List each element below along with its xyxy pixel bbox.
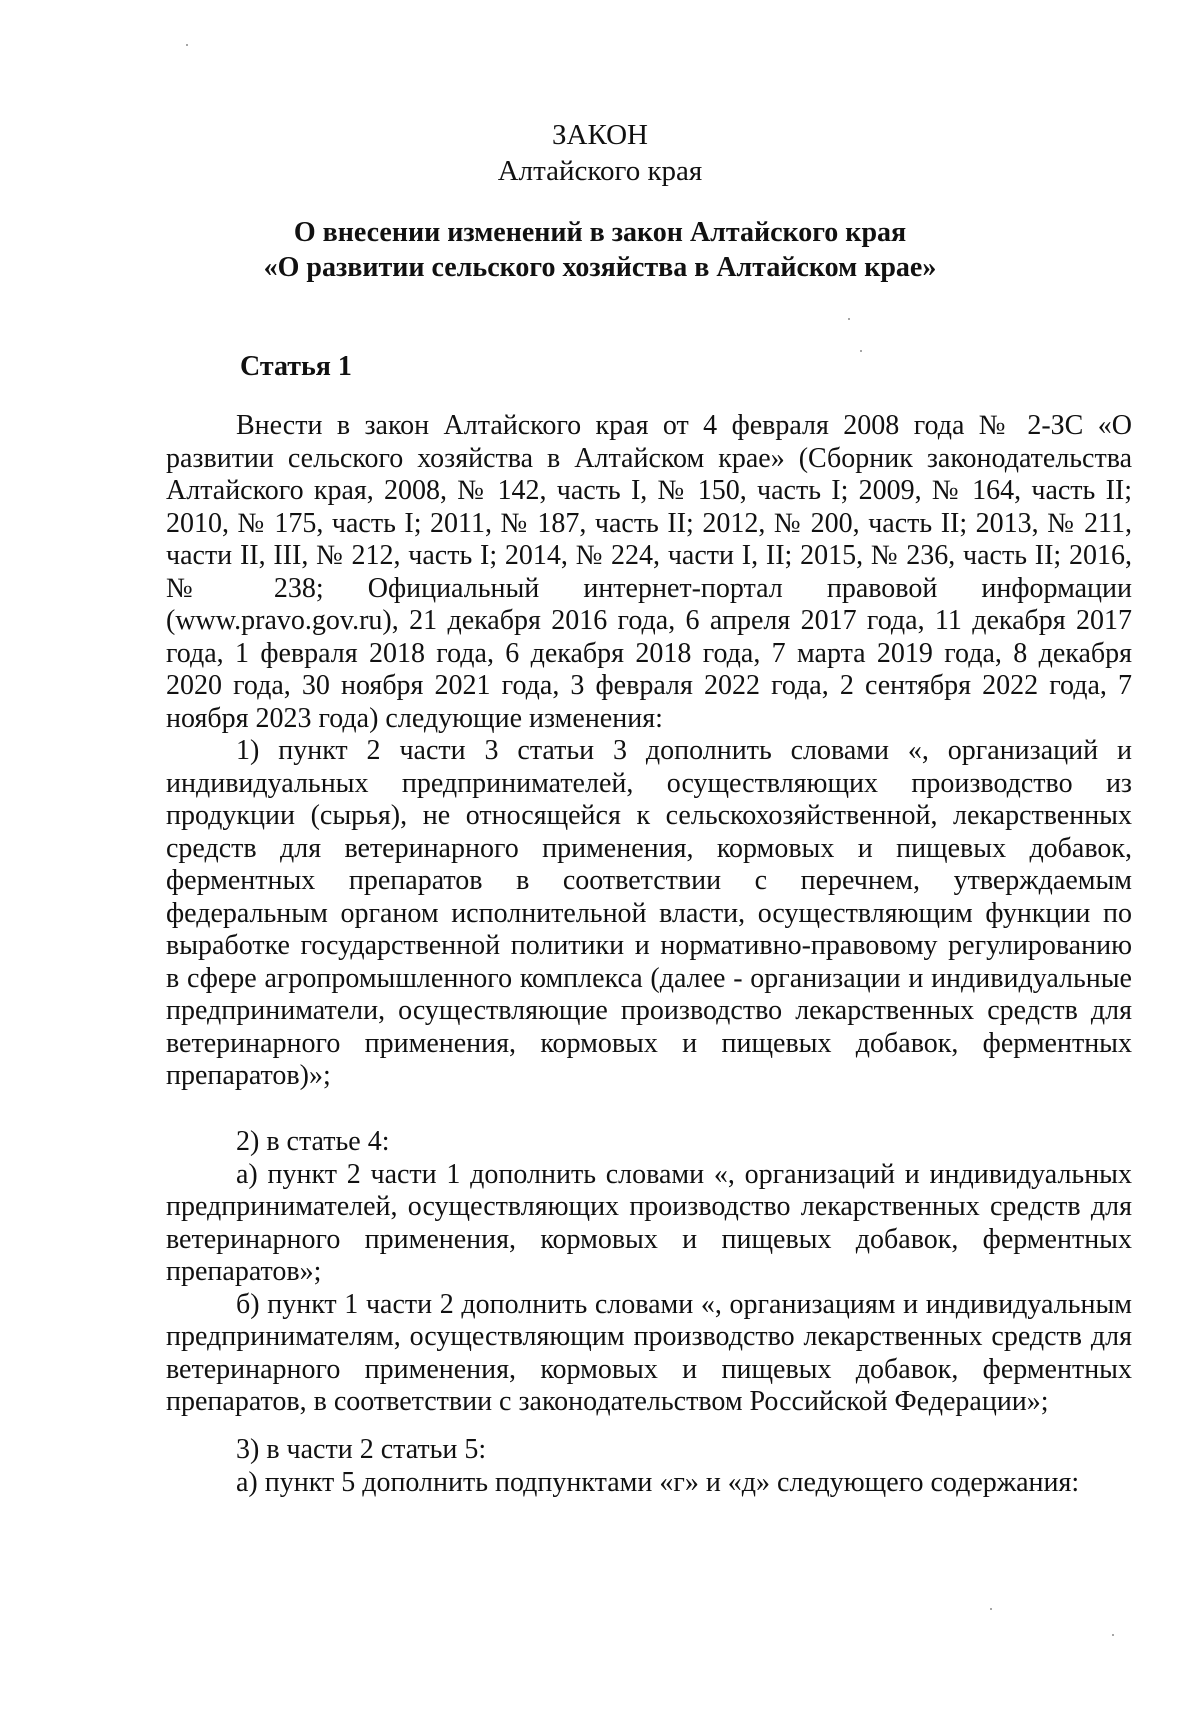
scan-speck [860,350,862,352]
scan-speck [1112,1634,1114,1636]
item-1: 1) пункт 2 части 3 статьи 3 дополнить словами «, организаций и индивидуальных предпринимателей, осуществляющих производство из продукции (сырья), не относящейся к сельскохозяйственной, лекарственных средств для ветеринарного применения, кормовых и пищевых добавок, ферментных препаратов в соответствии с перечнем, утверждаемым федеральным органом исполнительной власти, осуществляющим функции по выработке государственной политики и нормативно-правовому регулированию в сфере агропромышленного комплекса (далее - организации и индивидуальные предприниматели, осуществляющие производство лекарственных средств для ветеринарного применения, кормовых и пищевых добавок, ферментных препаратов)»; [166,735,1132,1091]
law-region: Алтайского края [497,155,703,187]
scan-speck [990,1608,992,1610]
scan-speck [848,318,850,320]
article-body-part-1 [166,410,1132,1093]
item-2: 2) в статье 4: [236,1126,390,1157]
article-body-part-3 [166,1434,1132,1499]
item-3a: а) пункт 5 дополнить подпунктами «г» и «д» следующего содержания: [236,1466,1080,1498]
item-2b: б) пункт 1 части 2 дополнить словами «, организациям и индивидуальным предпринимателям, осуществляющим производство лекарственных средств для ветеринарного применения, кормовых и пищевых добавок, ферментных препаратов, в соответствии с законодательством Российской Федерации»; [166,1288,1132,1417]
article-body-part-2 [166,1126,1132,1419]
law-title-line-1: О внесении изменений в закон Алтайского края [293,217,907,248]
law-word: ЗАКОН [552,119,648,151]
article-intro: Внести в закон Алтайского края от 4 февраля 2008 года № 2-ЗС «О развитии сельского хозяйства в Алтайском крае» (Сборник законодательства Алтайского края, 2008, № 142, часть I, № 150, часть I; 2009, № 164, часть II; 2010, № 175, часть I; 2011, № 187, часть II; 2012, № 200, часть II; 2013, № 211, части II, III, № 212, часть I; 2014, № 224, части I, II; 2015, № 236, часть II; 2016, № 238; Официальный интернет-портал правовой информации (www.pravo.gov.ru), 21 декабря 2016 года, 6 апреля 2017 года, 11 декабря 2017 года, 1 февраля 2018 года, 6 декабря 2018 года, 7 марта 2019 года, 8 декабря 2020 года, 30 ноября 2021 года, 3 февраля 2022 года, 2 сентября 2022 года, 7 ноября 2023 года) следующие изменения: [166,410,1132,734]
item-3: 3) в части 2 статьи 5: [236,1434,487,1465]
item-2a: а) пункт 2 части 1 дополнить словами «, организаций и индивидуальных предпринимателей, осуществляющих производство лекарственных средств для ветеринарного применения, кормовых и пищевых добавок, ферментных препаратов»; [166,1158,1132,1287]
scan-speck [186,44,188,46]
article-heading: Статья 1 [240,351,352,382]
law-title-line-2: «О развитии сельского хозяйства в Алтайском крае» [263,252,937,283]
